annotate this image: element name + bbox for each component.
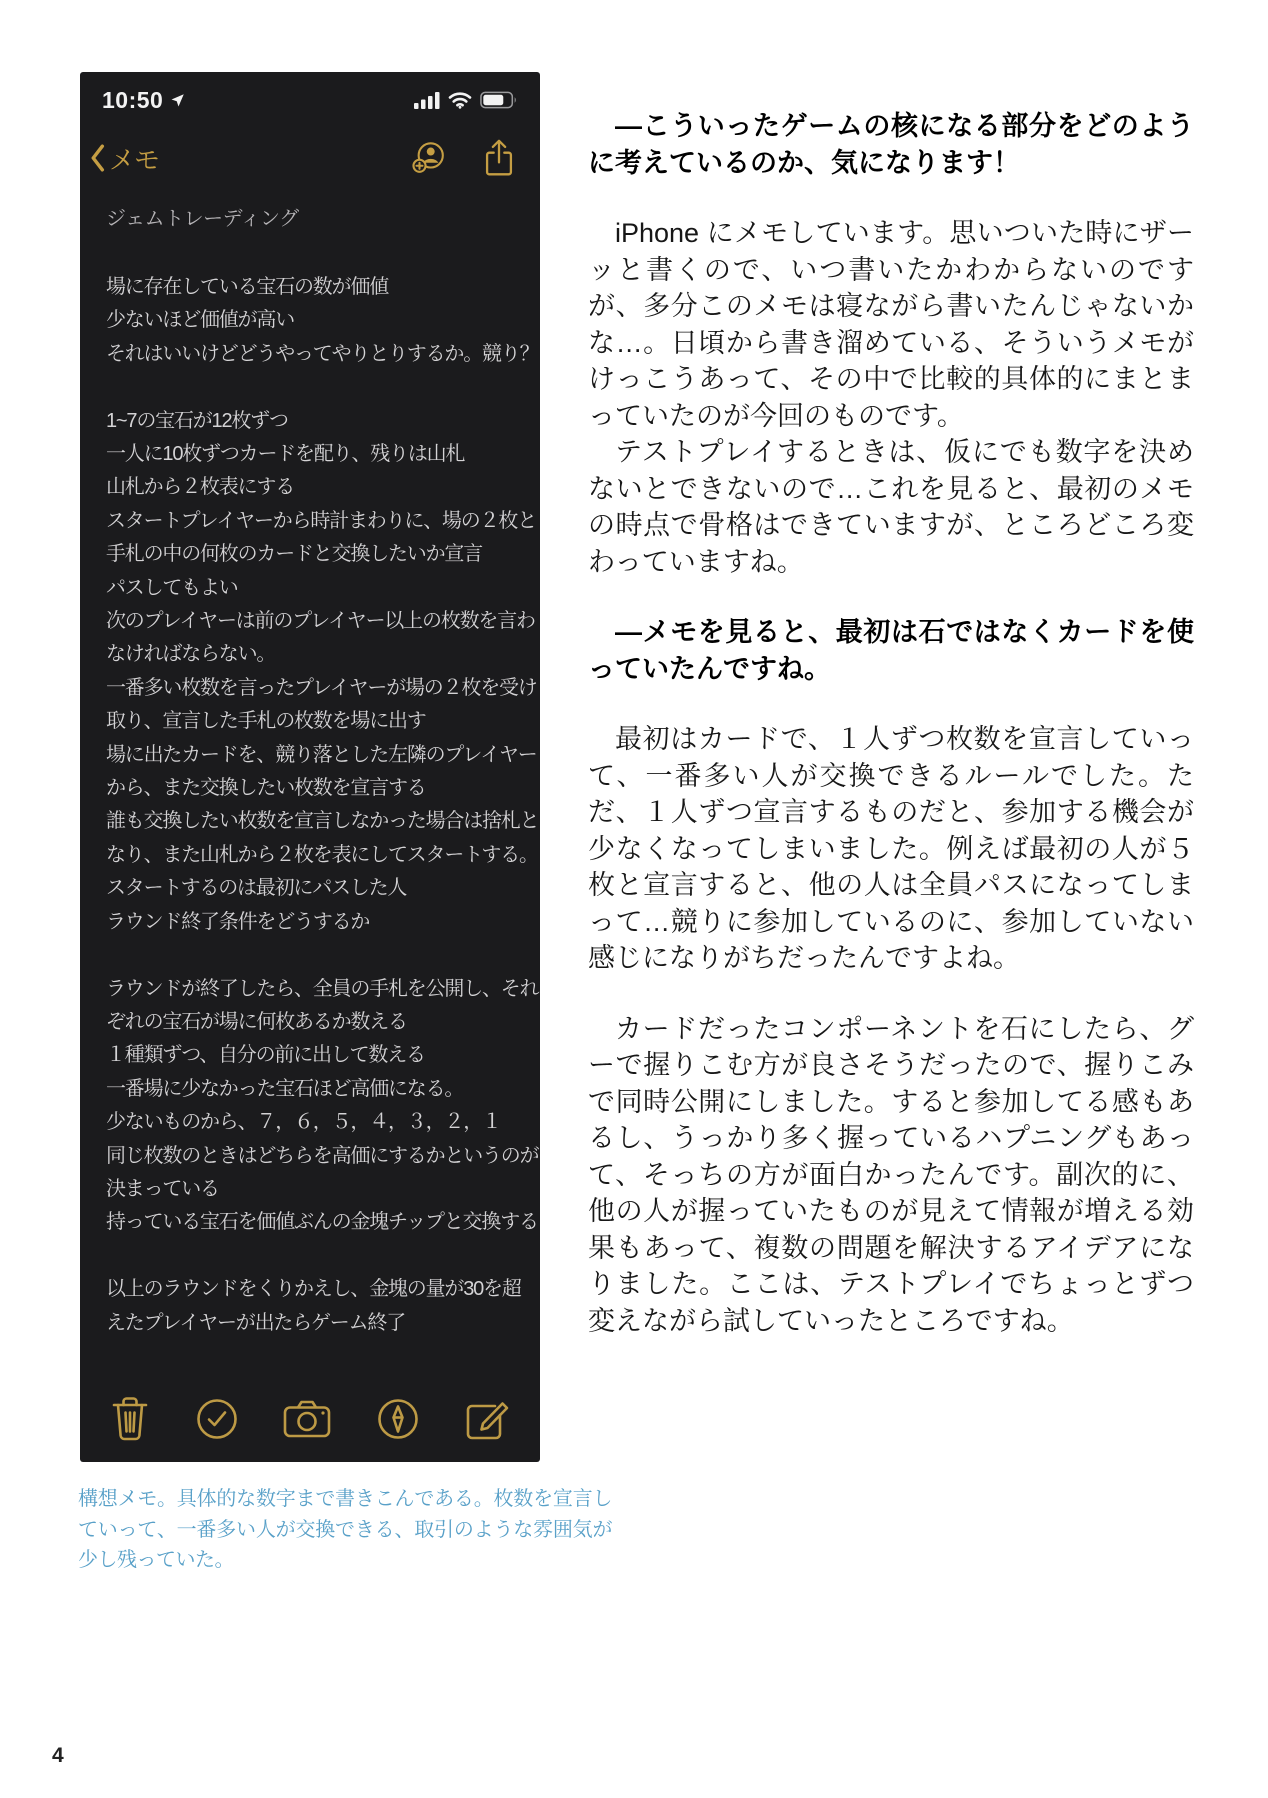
article-paragraph: ―メモを見ると、最初は石ではなくカードを使っていたんですね。 — [588, 617, 1194, 684]
note-line: から、また交換したい枚数を宣言する — [106, 777, 426, 800]
page-number: 4 — [52, 1744, 64, 1767]
note-line: それはいいけどどうやってやりとりするか。競り？ — [106, 342, 539, 365]
note-line: 次のプレイヤーは前のプレイヤー以上の枚数を言わ — [106, 610, 535, 633]
note-line: １種類ずつ、自分の前に出して数える — [106, 1044, 425, 1067]
note-line: 場に出たカードを、競り落とした左隣のプレイヤー — [106, 743, 537, 766]
note-line: 一番場に少なかった宝石ほど高価になる。 — [106, 1077, 464, 1100]
note-line: なければならない。 — [106, 643, 276, 666]
compose-icon[interactable] — [464, 1396, 510, 1442]
chevron-left-icon — [90, 144, 105, 172]
article-paragraph: iPhone にメモしています。思いついた時にザーッと書くので、いつ書いたかわからないのですが、多分このメモは寝ながら書いたんじゃないかな…。日頃から書き溜めている、そういうメモがけっこうあって、その中で比較的具体的にまとまっていたのが今回のものです。 — [588, 218, 1194, 431]
article-paragraph: ―こういったゲームの核になる部分をどのように考えているのか、気になります！ — [588, 111, 1194, 178]
collaborate-icon[interactable] — [410, 139, 448, 177]
trash-icon[interactable] — [110, 1395, 150, 1442]
markup-icon[interactable] — [376, 1397, 420, 1441]
note-line: 取り、宣言した手札の枚数を場に出す — [106, 710, 426, 733]
note-line: 少ないものから、７，６，５，４，３，２，１ — [106, 1111, 501, 1134]
share-icon[interactable] — [484, 138, 514, 178]
note-line: 以上のラウンドをくりかえし、金塊の量が30を超 — [106, 1278, 521, 1301]
battery-icon — [480, 91, 518, 109]
back-button-label: メモ — [109, 144, 160, 175]
note-body — [106, 271, 540, 1340]
status-bar — [80, 72, 540, 112]
checklist-icon[interactable] — [195, 1397, 239, 1441]
note-line: 決まっている — [106, 1177, 219, 1200]
article-column — [588, 74, 1194, 1339]
note-line: えたプレイヤーが出たらゲーム終了 — [106, 1311, 405, 1334]
note-line: 持っている宝石を価値ぶんの金塊チップと交換する — [106, 1211, 538, 1234]
note-line: スタートするのは最初にパスした人 — [106, 877, 407, 900]
note-line: スタートプレイヤーから時計まわりに、場の２枚と — [106, 509, 536, 532]
note-line: 1~7の宝石が12枚ずつ — [106, 409, 288, 432]
article-paragraph: 最初はカードで、１人ずつ枚数を宣言していって、一番多い人が交換できるルールでした。ただ、１人ずつ宣言するものだと、参加する機会が少なくなってしまいました。例えば最初の人が５枚と宣言すると、他の人は全員パスになってしまって…競りに参加しているのに、参加していない感じになりがちだったんですよね。 — [588, 724, 1194, 973]
note-line: 同じ枚数のときはどちらを高価にするかというのが — [106, 1144, 539, 1167]
note-line: ラウンド終了条件をどうするか — [106, 910, 370, 933]
note-line: ラウンドが終了したら、全員の手札を公開し、それ — [106, 977, 539, 1000]
note-line — [106, 371, 540, 404]
back-button[interactable] — [90, 140, 159, 177]
note-line: 一番多い枚数を言ったプレイヤーが場の２枚を受け — [106, 676, 537, 699]
clock: 10:50 — [102, 86, 164, 113]
note-title: ジェムトレーディング — [106, 208, 299, 230]
note-line: 場に存在している宝石の数が価値 — [106, 276, 388, 298]
note-line: 誰も交換したい枚数を宣言しなかった場合は捨札と — [106, 810, 539, 833]
wifi-icon — [448, 91, 472, 109]
note-line: ぞれの宝石が場に何枚あるか数える — [106, 1010, 407, 1033]
article-paragraph: カードだったコンポーネントを石にしたら、グーで握りこむ方が良さそうだったので、握りこみで同時公開にしました。すると参加してる感もあるし、うっかり多く握っているハプニングもあって、そっちの方が面白かったんです。副次的に、他の人が握っていたものが見えて情報が増える効果もあって、複数の問題を解決するアイデアになりました。ここは、テストプレイでちょっとずつ変えながら試していったところですね。 — [588, 1013, 1194, 1336]
note-line: 少ないほど価値が高い — [106, 309, 294, 332]
article-paragraph: テストプレイするときは、仮にでも数字を決めないとできないので…これを見ると、最初のメモの時点で骨格はできていますが、ところどころ変わっていますね。 — [588, 437, 1194, 577]
iphone-notes-screenshot — [80, 72, 540, 1462]
note-line: 山札から２枚表にする — [106, 476, 294, 499]
camera-icon[interactable] — [283, 1399, 331, 1439]
note-line: 手札の中の何枚のカードと交換したいか宣言 — [106, 543, 482, 566]
notes-toolbar — [80, 1395, 540, 1442]
note-line: 一人に10枚ずつカードを配り、残りは山札 — [106, 443, 465, 466]
note-line — [106, 939, 540, 972]
note-line: パスしてもよい — [106, 576, 238, 599]
cellular-signal-icon — [414, 92, 440, 109]
photo-caption: 構想メモ。具体的な数字まで書きこんである。枚数を宣言していって、一番多い人が交換できる、取引のような雰囲気が少し残っていた。 — [78, 1488, 612, 1571]
notes-nav-bar — [80, 112, 540, 178]
note-line: なり、また山札から２枚を表にしてスタートする。 — [106, 843, 538, 866]
location-arrow-icon — [170, 93, 185, 108]
note-line — [106, 1240, 540, 1273]
